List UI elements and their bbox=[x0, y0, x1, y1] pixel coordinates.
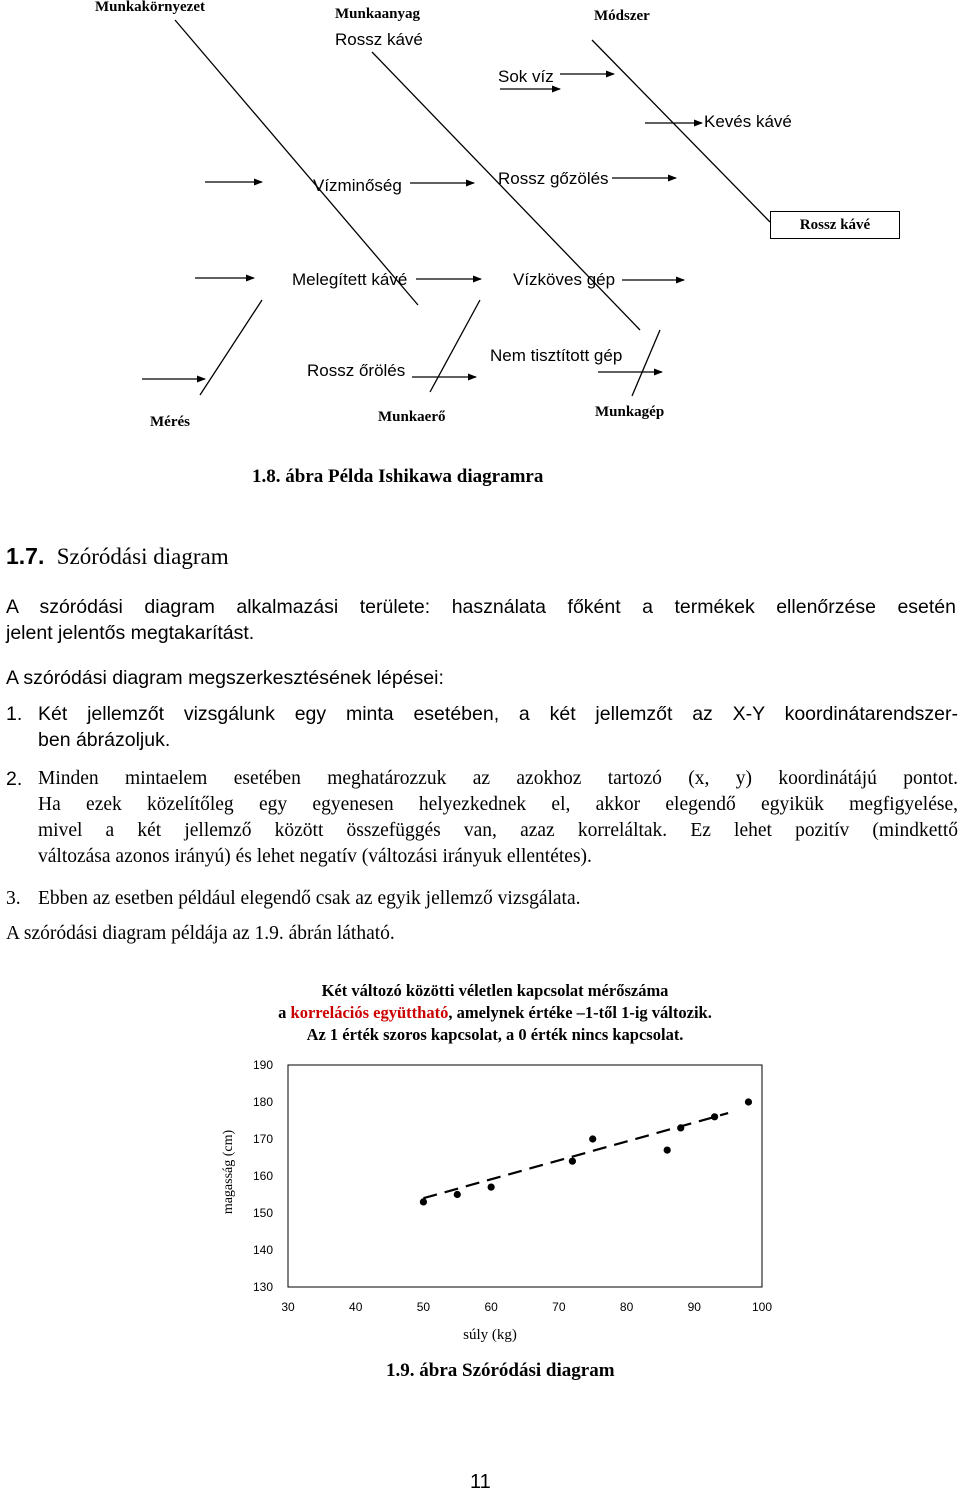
category-manpower: Munkaerő bbox=[378, 409, 446, 425]
cause-much-water: Sok víz bbox=[498, 67, 554, 86]
cause-reheated-coffee: Melegített kávé bbox=[292, 270, 408, 289]
step-2-line-4: változása azonos irányú) és lehet negatív (változási irányuk ellentétes). bbox=[38, 846, 592, 867]
cause-bad-grinding: Rossz őrölés bbox=[307, 361, 406, 380]
bone-manpower bbox=[430, 300, 480, 392]
figure-caption-ishikawa: 1.8. ábra Példa Ishikawa diagramra bbox=[252, 466, 544, 487]
x-tick-label: 90 bbox=[687, 1300, 701, 1314]
section-title: Szóródási diagram bbox=[56, 544, 229, 569]
step-2 bbox=[6, 766, 958, 876]
data-point bbox=[711, 1113, 718, 1120]
intro-line-2: jelent jelentős megtakarítást. bbox=[6, 622, 255, 644]
y-tick-label: 170 bbox=[252, 1132, 274, 1146]
intro-paragraph bbox=[6, 594, 956, 646]
x-tick-label: 50 bbox=[416, 1300, 431, 1314]
y-tick-label: 160 bbox=[252, 1169, 274, 1183]
tick-labels bbox=[253, 1058, 772, 1314]
step-2-line-1: Minden mintaelem esetében meghatározzuk az azokhoz tartozó (x, y) koordinátájú pontot. bbox=[38, 768, 958, 789]
category-measurement: Mérés bbox=[150, 414, 190, 430]
x-axis-label: súly (kg) bbox=[463, 1327, 517, 1343]
steps-heading: A szóródási diagram megszerkesztésének lépései: bbox=[6, 667, 444, 689]
category-material: Munkaanyag bbox=[335, 6, 421, 22]
figure-caption-scatter: 1.9. ábra Szóródási diagram bbox=[386, 1360, 615, 1381]
data-point bbox=[420, 1198, 427, 1205]
step-2-line-3: mivel a két jellemző között összefüggés van, azaz korreláltak. Ez lehet pozitív (mindkettő bbox=[38, 820, 958, 841]
cause-little-coffee: Kevés kávé bbox=[704, 112, 792, 131]
category-method: Módszer bbox=[594, 8, 650, 24]
closing-sentence: A szóródási diagram példája az 1.9. ábrán látható. bbox=[6, 923, 395, 944]
x-tick-label: 80 bbox=[619, 1300, 634, 1314]
category-environment: Munkakörnyezet bbox=[95, 0, 205, 15]
data-point bbox=[745, 1098, 752, 1105]
plot-frame bbox=[288, 1065, 762, 1287]
cause-uncleaned-machine: Nem tisztított gép bbox=[490, 346, 623, 365]
y-tick-label: 190 bbox=[252, 1058, 274, 1072]
chart-note-line-1: Két változó közötti véletlen kapcsolat mérőszáma bbox=[321, 981, 669, 1000]
intro-line-1: A szóródási diagram alkalmazási területe: használata főként a termékek ellenőrzése esetén bbox=[6, 596, 956, 618]
section-heading bbox=[6, 543, 229, 570]
scatter-chart bbox=[210, 1050, 780, 1350]
step-1-line-2: ben ábrázoljuk. bbox=[38, 729, 171, 751]
bone-machine bbox=[632, 330, 660, 396]
cause-scaled-machine: Vízköves gép bbox=[513, 270, 616, 289]
step-2-number: 2. bbox=[6, 768, 23, 790]
data-points bbox=[420, 1098, 752, 1205]
bone-measurement bbox=[200, 300, 262, 395]
step-3 bbox=[6, 886, 958, 914]
cause-bad-steaming: Rossz gőzölés bbox=[498, 169, 609, 188]
data-point bbox=[677, 1124, 684, 1131]
chart-note-highlight: korrelációs együttható bbox=[290, 1003, 449, 1022]
step-1-number: 1. bbox=[6, 703, 23, 725]
chart-note-prefix: a bbox=[278, 1003, 291, 1022]
step-3-line-1: Ebben az esetben például elegendő csak az egyik jellemző vizsgálata. bbox=[38, 888, 581, 909]
chart-note-suffix: , amelynek értéke –1-től 1-ig változik. bbox=[448, 1003, 712, 1022]
category-machine: Munkagép bbox=[595, 404, 665, 420]
data-point bbox=[569, 1158, 576, 1165]
page-number: 11 bbox=[470, 1471, 491, 1493]
y-tick-label: 140 bbox=[252, 1243, 274, 1257]
x-tick-label: 40 bbox=[349, 1300, 363, 1314]
step-1-line-1: Két jellemzőt vizsgálunk egy minta esetében, a két jellemzőt az X-Y koordinátarendszer- bbox=[38, 703, 958, 725]
x-tick-label: 70 bbox=[552, 1300, 566, 1314]
step-3-number: 3. bbox=[6, 888, 21, 909]
y-tick-label: 130 bbox=[252, 1280, 274, 1294]
step-1 bbox=[6, 701, 958, 757]
chart-note-line-2 bbox=[180, 1002, 810, 1024]
y-tick-label: 150 bbox=[252, 1206, 274, 1220]
x-tick-label: 60 bbox=[484, 1300, 498, 1314]
effect-box: Rossz kávé bbox=[770, 211, 900, 239]
section-number: 1.7. bbox=[6, 543, 45, 569]
y-axis-label: magasság (cm) bbox=[221, 1129, 236, 1215]
data-point bbox=[488, 1184, 495, 1191]
data-point bbox=[454, 1191, 461, 1198]
cause-bad-coffee: Rossz kávé bbox=[335, 30, 423, 49]
axes bbox=[288, 1065, 762, 1287]
chart-note bbox=[180, 980, 810, 1046]
chart-note-line-3: Az 1 érték szoros kapcsolat, a 0 érték nincs kapcsolat. bbox=[306, 1025, 684, 1044]
y-tick-label: 180 bbox=[252, 1095, 274, 1109]
x-tick-label: 30 bbox=[281, 1300, 295, 1314]
cause-water-quality: Vízminőség bbox=[313, 176, 402, 195]
x-tick-label: 100 bbox=[751, 1300, 773, 1314]
data-point bbox=[664, 1147, 671, 1154]
step-2-line-2: Ha ezek közelítőleg egy egyenesen helyezkednek el, akkor elegendő egyikük megfigyelése, bbox=[38, 794, 958, 815]
data-point bbox=[589, 1135, 596, 1142]
